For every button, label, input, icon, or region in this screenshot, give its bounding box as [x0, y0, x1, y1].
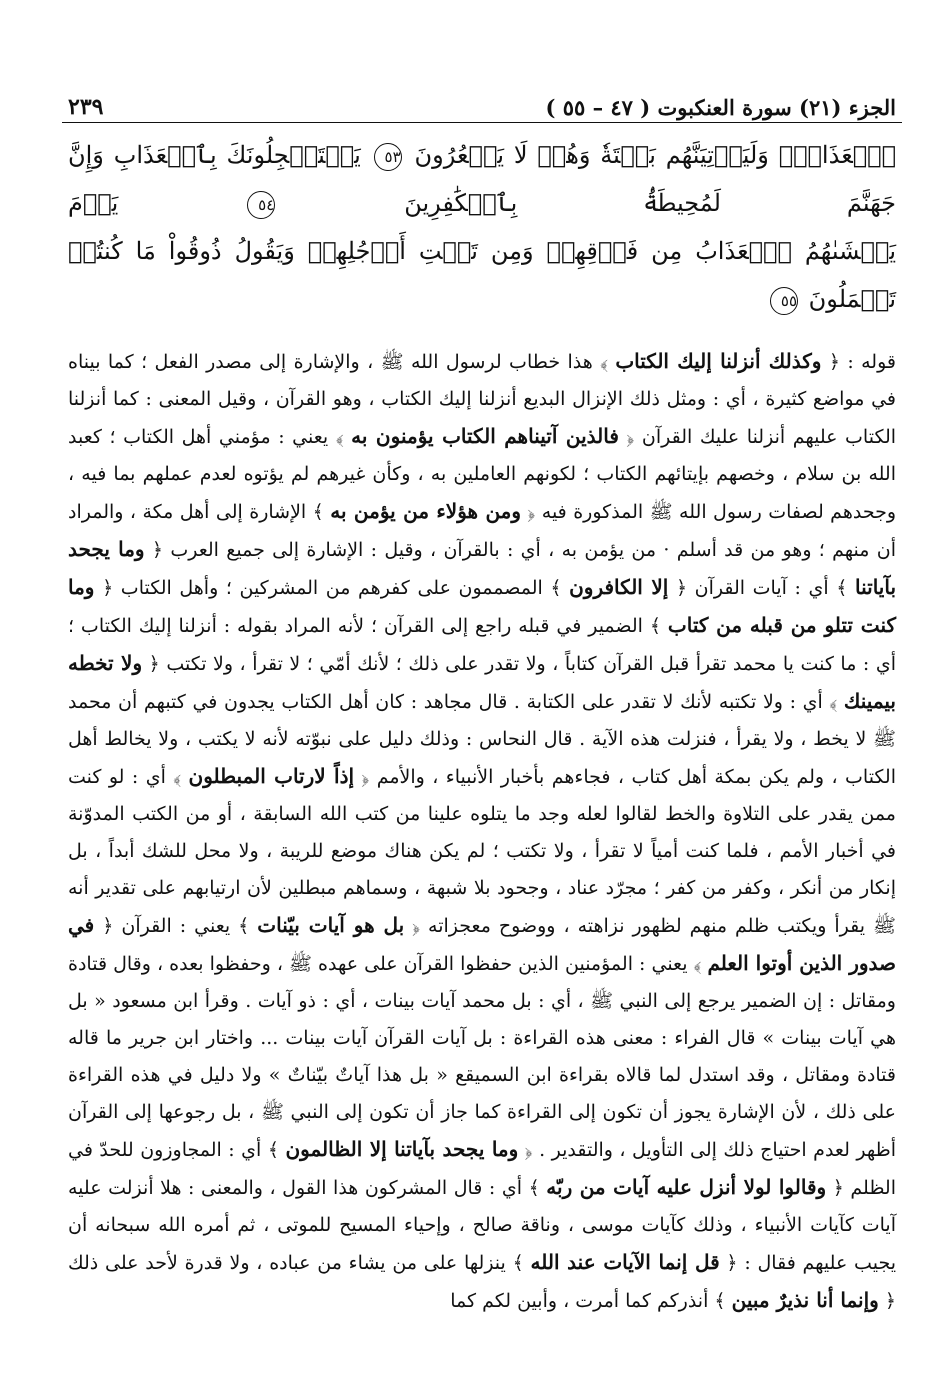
- commentary-text: ﴾ أي : لو كنت ممن يقدر على التلاوة والخط لقالوا لعله وجد ما يتلوه علينا من كتب الله السابقة ، أو من الكتب المدوّنة في أخبار الأمم ، فلما كنت أمياً لا تقرأ ، ولا تكتب ؛ لم يكن هناك موضع للريبة ، ولا محل للشك أبداً ، بل إنكار من أنكر ، وكفر من كفر ؛ مجرّد عناد ، وجحود بلا شبهة ، وسماهم مبطلين لأن ارتيابهم على تقدير أنه ﷺ يقرأ ويكتب ظلم منهم لظهور نزاهته ، ووضوح معجزاته ﴿: [68, 766, 896, 937]
- quote-phrase: وكذلك أنزلنا إليك الكتاب: [615, 349, 822, 373]
- quote-phrase: فالذين آتيناهم الكتاب يؤمنون به: [351, 424, 619, 448]
- commentary-paragraph: [68, 343, 896, 1320]
- quote-phrase: قل إنما الآيات عند الله: [530, 1250, 720, 1274]
- quote-phrase: إلا الكافرون: [569, 575, 669, 599]
- commentary-text: ﴾ أي : قال المشركون هذا القول ، والمعنى : هلا أنزلت عليه آيات كآيات الأنبياء ، وذلك كآيات موسى ، وناقة صالح ، وإحياء المسيح للموتى ، ثم أمره الله سبحانه أن يجيب عليهم فقال : ﴿: [68, 1177, 897, 1274]
- page: [62, 84, 902, 1320]
- ayah-number-53: ٥٣: [374, 143, 402, 171]
- commentary-text: ﴾ يعني : مؤمني أهل الكتاب ؛ كعبد الله بن سلام ، وخصهم بإيتائهم الكتاب ؛ لكونهم العاملين به ، وكأن غيرهم لم يؤتوه لعدم عملهم بما فيه ، وجحدهم لصفات رسول الله ﷺ المذكورة فيه ﴿: [68, 426, 897, 523]
- quote-phrase: ومن هؤلاء من يؤمن به: [330, 499, 522, 523]
- verse-text: ٱلۡعَذَابُۚ وَلَيَأۡتِيَنَّهُم بَغۡتَةٗ وَهُمۡ لَا يَشۡعُرُونَ: [414, 141, 896, 169]
- page-header: [62, 84, 902, 123]
- ayah-number-55: ٥٥: [770, 287, 798, 315]
- quote-phrase: وما كنت تتلو من قبله من كتاب: [68, 575, 897, 637]
- commentary-text: ﴾ المصممون على كفرهم من المشركين ؛ وأهل الكتاب ﴿: [102, 577, 562, 599]
- verse-text: يَسۡتَعۡجِلُونَكَ بِٱلۡعَذَابِ وَإِنَّ جَهَنَّمَ لَمُحِيطَةُۢ بِٱلۡكَٰفِرِينَ: [68, 141, 896, 217]
- commentary-text: ﴾ أي : المجاوزون للحدّ في الظلم ﴿: [68, 1139, 897, 1199]
- commentary-text: ﴾ أي : آيات القرآن ﴿: [675, 577, 848, 599]
- commentary-text: ﴾ ينزلها على من يشاء من عباده ، ولا قدرة لأحد على ذلك ﴿: [68, 1252, 896, 1312]
- verse-text: يَوۡمَ: [68, 189, 119, 217]
- commentary-text: ﴾ يعني : المؤمنين الذين حفظوا القرآن على عهده ﷺ ، وحفظوا بعده ، وقال قتادة ومقاتل : إن الضمير يرجع إلى النبي ﷺ ، أي : بل محمد آيات بينات ، أي : ذو آيات . وقرأ ابن مسعود « بل هي آيات بينات » قال الفراء : معنى هذه القراءة : بل آيات القرآن آيات بينات ... واختار ابن جرير ما قاله قتادة ومقاتل ، وقد استدل لما قالاه بقراءة ابن السميقع « بل هذا آياتٌ بيّناتٌ » ولا دليل في هذه القراءة على ذلك ، لأن الإشارة يجوز أن تكون إلى القراءة كما جاز أن تكون إلى النبي ﷺ ، بل رجوعها إلى القرآن أظهر لعدم احتياج ذلك إلى التأويل ، والتقدير . ﴿: [68, 953, 896, 1161]
- quran-verses: [62, 131, 902, 323]
- quote-phrase: وما يجحد بآياتنا: [68, 537, 897, 599]
- verse-text: يَغۡشَىٰهُمُ ٱلۡعَذَابُ مِن فَوۡقِهِمۡ وَمِن تَحۡتِ أَرۡجُلِهِمۡ وَيَقُولُ ذُوقُواْ مَا كُنتُمۡ تَعۡمَلُونَ: [68, 237, 896, 313]
- quote-phrase: وما يجحد بآياتنا إلا الظالمون: [285, 1137, 519, 1161]
- header-title: الجزء (٢١) سورة العنكبوت ( ٤٧ – ٥٥ ): [545, 95, 896, 120]
- verse-line-2: [68, 227, 896, 323]
- commentary-text: قوله : ﴿: [828, 351, 896, 373]
- commentary-text: ﴾ أي : ولا تكتبه لأنك لا تقدر على الكتابة . قال مجاهد : كان أهل الكتاب يجدون في كتبهم أن محمد ﷺ لا يخط ، ولا يقرأ ، فنزلت هذه الآية . قال النحاس : وذلك دليل على نبوّته لأنه لا يكتب ، ولا يخالط أهل الكتاب ، ولم يكن بمكة أهل كتاب ، فجاءهم بأخبار الأنبياء ، والأمم ﴿: [68, 691, 896, 788]
- commentary: [62, 343, 902, 1320]
- verse-line-1: [68, 131, 896, 227]
- commentary-text: ﴾ هذا خطاب لرسول الله ﷺ ، والإشارة إلى مصدر الفعل ؛ كما بيناه في مواضع كثيرة ، أي : ومثل ذلك الإنزال البديع أنزلنا إليك الكتاب ، وهو القرآن ، وقيل المعنى : كما أنزلنا الكتاب عليهم أنزلنا عليك القرآن ﴿: [68, 351, 897, 448]
- commentary-text: ﴾ الإشارة إلى أهل مكة ، والمراد أن منهم ؛ وهو من قد أسلم · من يؤمن به ، أي : بالقرآن ، وقيل : الإشارة إلى جميع العرب ﴿: [68, 501, 897, 561]
- commentary-text: ﴾ يعني : القرآن ﴿: [102, 915, 250, 937]
- quote-phrase: إذاً لارتاب المبطلون: [188, 764, 355, 788]
- page-number: ٢٣٩: [68, 94, 104, 120]
- quote-phrase: وإنما أنا نذيرٌ مبين: [731, 1288, 879, 1312]
- ayah-number-54: ٥٤: [247, 191, 275, 219]
- quote-phrase: وقالوا لولا أنزل عليه آيات من ربّه: [546, 1175, 827, 1199]
- quote-phrase: في صدور الذين أوتوا العلم: [68, 913, 896, 975]
- quote-phrase: بل هو آيات بيّنات: [257, 913, 405, 937]
- quote-phrase: ولا تخطه بيمينك: [68, 651, 896, 713]
- commentary-text: ﴾ أنذركم كما أمرت ، وأبين لكم كما: [450, 1290, 726, 1312]
- commentary-text: ﴾ الضمير في قبله راجع إلى القرآن ؛ لأنه المراد بقوله : أنزلنا إليك الكتاب ؛ أي : ما كنت يا محمد تقرأ قبل القرآن كتاباً ، ولا تقدر على ذلك ؛ لأنك أمّي ؛ لا تقرأ ، ولا تكتب ﴿: [68, 615, 896, 675]
